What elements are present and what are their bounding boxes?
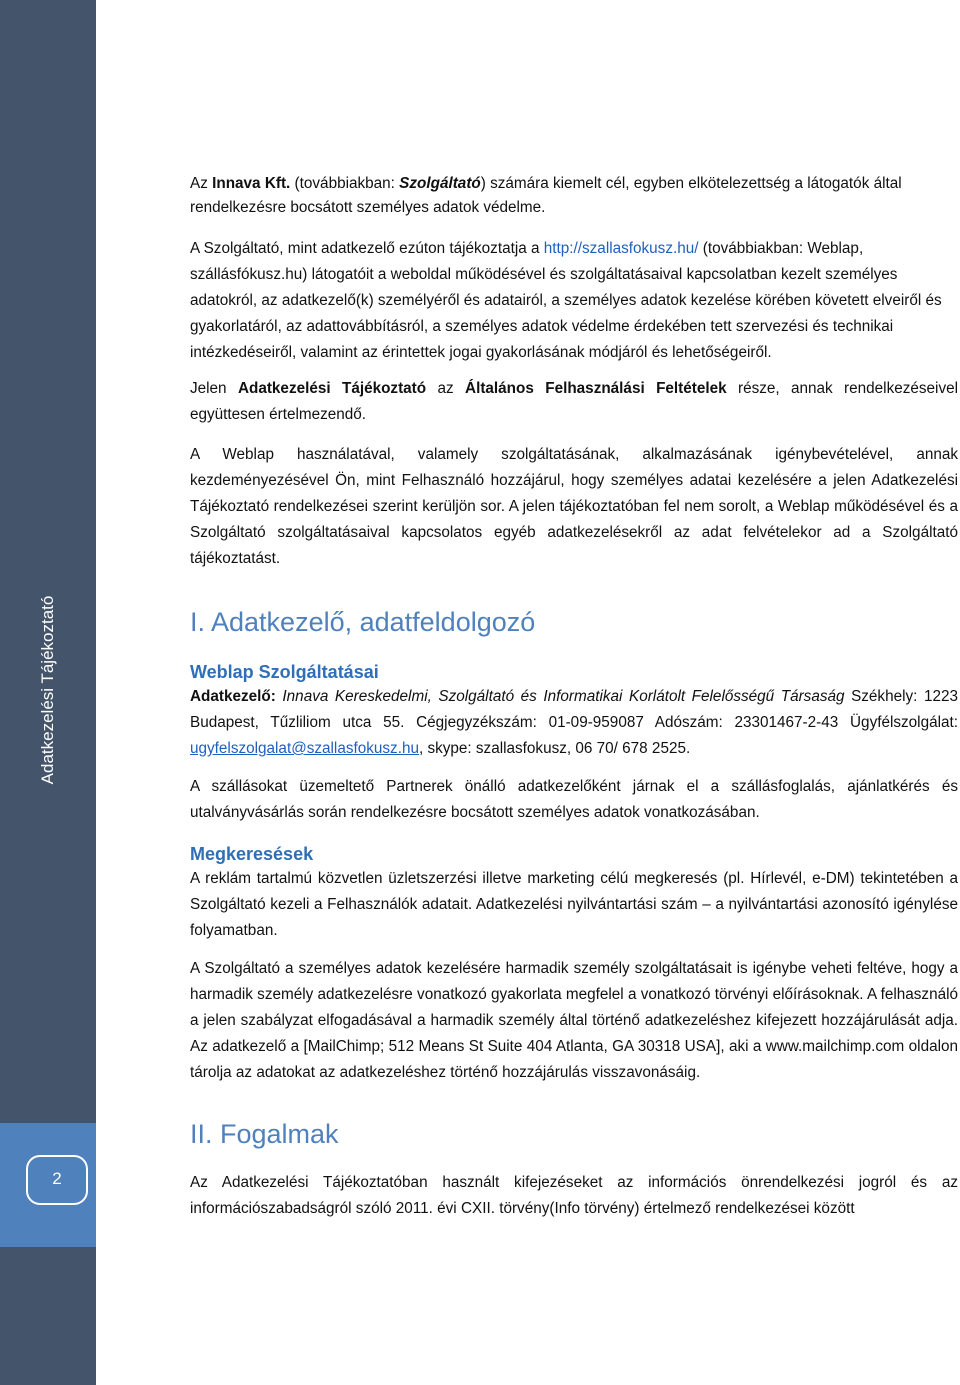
company-name: Innava Kft. [212, 175, 291, 192]
text: Székhely: 1223 Budapest, Tűzliliom utca 55. Cégjegyzékszám: 01-09-959087 Adószám: 23301467-2-43 Ügyfélszolgálat: [190, 688, 958, 731]
text: (továbbiakban: [290, 175, 400, 192]
controller-paragraph [190, 684, 958, 762]
website-link[interactable]: http://szallasfokusz.hu/ [543, 240, 699, 257]
intro-paragraph-2 [190, 236, 958, 366]
requests-paragraph: A reklám tartalmú közvetlen üzletszerzési illetve marketing célú megkeresés (pl. Hírlevél, e-DM) tekintetében a Szolgáltató kezeli a Felhasználók adatait. Adatkezelési nyilvántartási szám – a nyilvántartási azonosító igénylése folyamatban. [190, 870, 958, 939]
page-number: 2 [52, 1169, 62, 1188]
definitions-paragraph: Az Adatkezelési Tájékoztatóban használt kifejezéseket az információs önrendelkezési jogról és az információszabadságról szóló 2011. évi CXII. törvény(Info törvény) értelmező rendelkezései között [190, 1174, 958, 1217]
page-number-frame [26, 1155, 88, 1205]
document-body [190, 172, 958, 1222]
doc-name: Adatkezelési Tájékoztató [237, 380, 427, 397]
text: ) számára kiemelt cél, egyben elkötelezettség a látogatók által rendelkezésre bocsátott személyes adatok védelme. [190, 175, 902, 216]
section-heading-1: I. Adatkezelő, adatfeldolgozó [190, 607, 536, 637]
text: az [426, 380, 466, 397]
third-party-paragraph: A Szolgáltató a személyes adatok kezelésére harmadik személy szolgáltatásait is igénybe veheti feltéve, hogy a harmadik személy adatkezelésre vonatkozó gyakorlata megfelel a vonatkozó törvényi előírásoknak. A felhasználó a jelen szabályzat elfogadásával a harmadik személy által történő adatkezeléshez kifejezett hozzájárulását adja. Az adatkezelő a [MailChimp; 512 Means St Suite 404 Atlanta, GA 30318 USA], aki a www.mailchimp.com oldalon tárolja az adatokat az adatkezeléshez történő hozzájárulás visszavonásáig. [190, 960, 958, 1081]
subheading-requests: Megkeresések [190, 844, 314, 864]
subheading-weblap: Weblap Szolgáltatásai [190, 662, 379, 682]
text: A Szolgáltató, mint adatkezelő ezúton tájékoztatja a [190, 240, 544, 257]
text: Az [190, 175, 213, 192]
intro-paragraph-1 [190, 172, 958, 220]
document-title-vertical: Adatkezelési Tájékoztató [38, 595, 57, 785]
sidebar [0, 0, 96, 1385]
section-heading-2: II. Fogalmak [190, 1119, 339, 1149]
text: (továbbiakban: Weblap, szállásfókusz.hu) látogatóit a weboldal működésével és szolgáltatásaival kapcsolatban kezelt személyes adatokról, az adatkezelő(k) személyéről és adatairól, a személyes adatok kezelése körében követett elveiről és gyakorlatáról, az adattovábbításról, a személyes adatok védelme érdekében tett szervezési és technikai intézkedéseiről, valamint az érintettek jogai gyakorlásának módjáról és lehetőségeiről. [190, 240, 942, 361]
service-provider-term: Szolgáltató [399, 175, 481, 192]
controller-label: Adatkezelő: [190, 688, 276, 705]
text: Jelen [190, 380, 238, 397]
partners-paragraph: A szállásokat üzemeltető Partnerek önálló adatkezelőként járnak el a szállásfoglalás, ajánlatkérés és utalványvásárlás során rendelkezésre bocsátott személyes adatok vonatkozásában. [190, 778, 958, 821]
text: része, annak rendelkezéseivel együttesen értelmezendő. [190, 380, 958, 423]
email-link[interactable]: ugyfelszolgalat@szallasfokusz.hu [190, 740, 419, 757]
intro-paragraph-4: A Weblap használatával, valamely szolgáltatásának, alkalmazásának igénybevételével, annak kezdeményezésével Ön, mint Felhasználó hozzájárul, hogy személyes adatai kezelésére a jelen Adatkezelési Tájékoztató rendelkezései szerint kerüljön sor. A jelen tájékoztatóban fel nem sorolt, a Weblap működésével és a Szolgáltató szolgáltatásaival kapcsolatos egyéb adatkezelésekről az adat felvételekor ad a Szolgáltató tájékoztatást. [190, 446, 958, 567]
page-number-box [0, 1123, 96, 1247]
text: , skype: szallasfokusz, 06 70/ 678 2525. [418, 740, 691, 757]
controller-name: Innava Kereskedelmi, Szolgáltató és Informatikai Korlátolt Felelősségű Társaság [275, 688, 845, 705]
terms-name: Általános Felhasználási Feltételek [465, 380, 727, 397]
intro-paragraph-3 [190, 376, 958, 428]
